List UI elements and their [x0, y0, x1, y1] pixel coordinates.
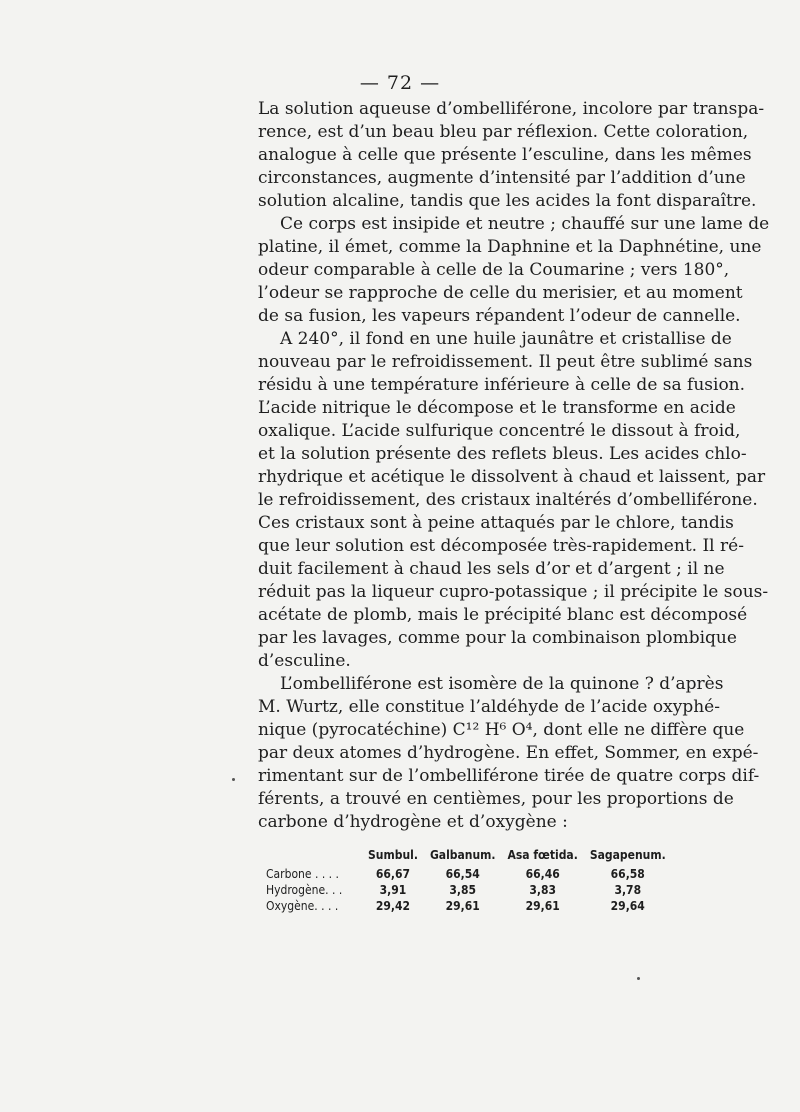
paper-speck [232, 778, 235, 781]
text-line: circonstances, augmente d’intensité par l’addition d’une [258, 168, 746, 188]
text-line: férents, a trouvé en centièmes, pour les proportions de [258, 789, 734, 809]
text-line: Ce corps est insipide et neutre ; chauffé sur une lame de [280, 214, 770, 234]
text-line: le refroidissement, des cristaux inaltérés d’ombelliférone. [258, 490, 758, 510]
text-line: oxalique. L’acide sulfurique concentré le dissout à froid, [258, 421, 741, 441]
text-line: d’esculine. [258, 651, 351, 671]
text-line: rhydrique et acétique le dissolvent à chaud et laissent, par [258, 467, 766, 487]
paragraph-3 [258, 328, 769, 673]
table-header-cell: Galbanum. [429, 848, 496, 862]
table-row-label: Oxygène. . . . [266, 899, 339, 913]
text-line: M. Wurtz, elle constitue l’aldéhyde de l’acide oxyphé- [258, 697, 720, 717]
table-cell: 29,64 [610, 899, 645, 913]
text-line: réduit pas la liqueur cupro-potassique ; il précipite le sous- [258, 582, 769, 602]
text-line: duit facilement à chaud les sels d’or et d’argent ; il ne [258, 559, 725, 579]
table-header-cell: Sagapenum. [589, 848, 666, 862]
body-text [258, 98, 770, 834]
text-line: nique (pyrocatéchine) C¹² H⁶ O⁴, dont elle ne diffère que [258, 720, 745, 740]
text-line: odeur comparable à celle de la Coumarine ; vers 180°, [258, 260, 730, 280]
table-header-cell: Asa fœtida. [507, 848, 578, 862]
table-cell: 3,85 [449, 883, 477, 897]
text-line: La solution aqueuse d’ombelliférone, incolore par transpa- [258, 99, 765, 119]
paper-speck [637, 977, 640, 980]
paragraph-1 [258, 98, 765, 213]
text-line: platine, il émet, comme la Daphnine et la Daphnétine, une [258, 237, 762, 257]
text-line: rimentant sur de l’ombelliférone tirée de quatre corps dif- [258, 766, 760, 786]
text-line: que leur solution est décomposée très-rapidement. Il ré- [258, 536, 744, 556]
table-header-cell [260, 848, 362, 866]
text-line: Ces cristaux sont à peine attaqués par le chlore, tandis [258, 513, 734, 533]
table-cell: 66,54 [445, 867, 480, 881]
table-cell: 29,61 [525, 899, 560, 913]
table-cell: 29,61 [445, 899, 480, 913]
composition-table [260, 848, 672, 914]
text-line: par les lavages, comme pour la combinaison plombique [258, 628, 737, 648]
text-line: de sa fusion, les vapeurs répandent l’odeur de cannelle. [258, 306, 741, 326]
table-cell: 66,58 [610, 867, 645, 881]
table-row-label: Carbone . . . . [266, 867, 339, 881]
text-line: solution alcaline, tandis que les acides la font disparaître. [258, 191, 757, 211]
table-cell: 3,91 [379, 883, 407, 897]
table-cell: 3,78 [614, 883, 642, 897]
text-line: résidu à une température inférieure à celle de sa fusion. [258, 375, 746, 395]
table-header-cell: Sumbul. [368, 848, 418, 862]
text-line: L’acide nitrique le décompose et le transforme en acide [258, 398, 736, 418]
text-line: acétate de plomb, mais le précipité blanc est décomposé [258, 605, 748, 625]
table-cell: 66,67 [375, 867, 411, 881]
text-line: nouveau par le refroidissement. Il peut être sublimé sans [258, 352, 753, 372]
paragraph-2 [258, 213, 770, 328]
table-header-row [260, 848, 672, 866]
table-row [260, 866, 672, 882]
table-row [260, 882, 672, 898]
text-line: carbone d’hydrogène et d’oxygène : [258, 812, 568, 832]
text-line: analogue à celle que présente l’esculine, dans les mêmes [258, 145, 752, 165]
table-cell: 3,83 [529, 883, 556, 897]
table-row-label: Hydrogène. . . [266, 883, 343, 897]
text-line: l’odeur se rapproche de celle du merisier, et au moment [258, 283, 743, 303]
text-line: et la solution présente des reflets bleus. Les acides chlo- [258, 444, 747, 464]
page-number: — 72 — [359, 72, 441, 94]
text-line: par deux atomes d’hydrogène. En effet, Sommer, en expé- [258, 743, 759, 763]
text-line: rence, est d’un beau bleu par réflexion. Cette coloration, [258, 122, 749, 142]
table-row [260, 898, 672, 914]
table-cell: 66,46 [525, 867, 560, 881]
paragraph-4 [258, 673, 760, 834]
table-cell: 29,42 [375, 899, 411, 913]
text-line: A 240°, il fond en une huile jaunâtre et cristallise de [280, 329, 732, 349]
text-line: L’ombelliférone est isomère de la quinone ? d’après [280, 674, 724, 694]
